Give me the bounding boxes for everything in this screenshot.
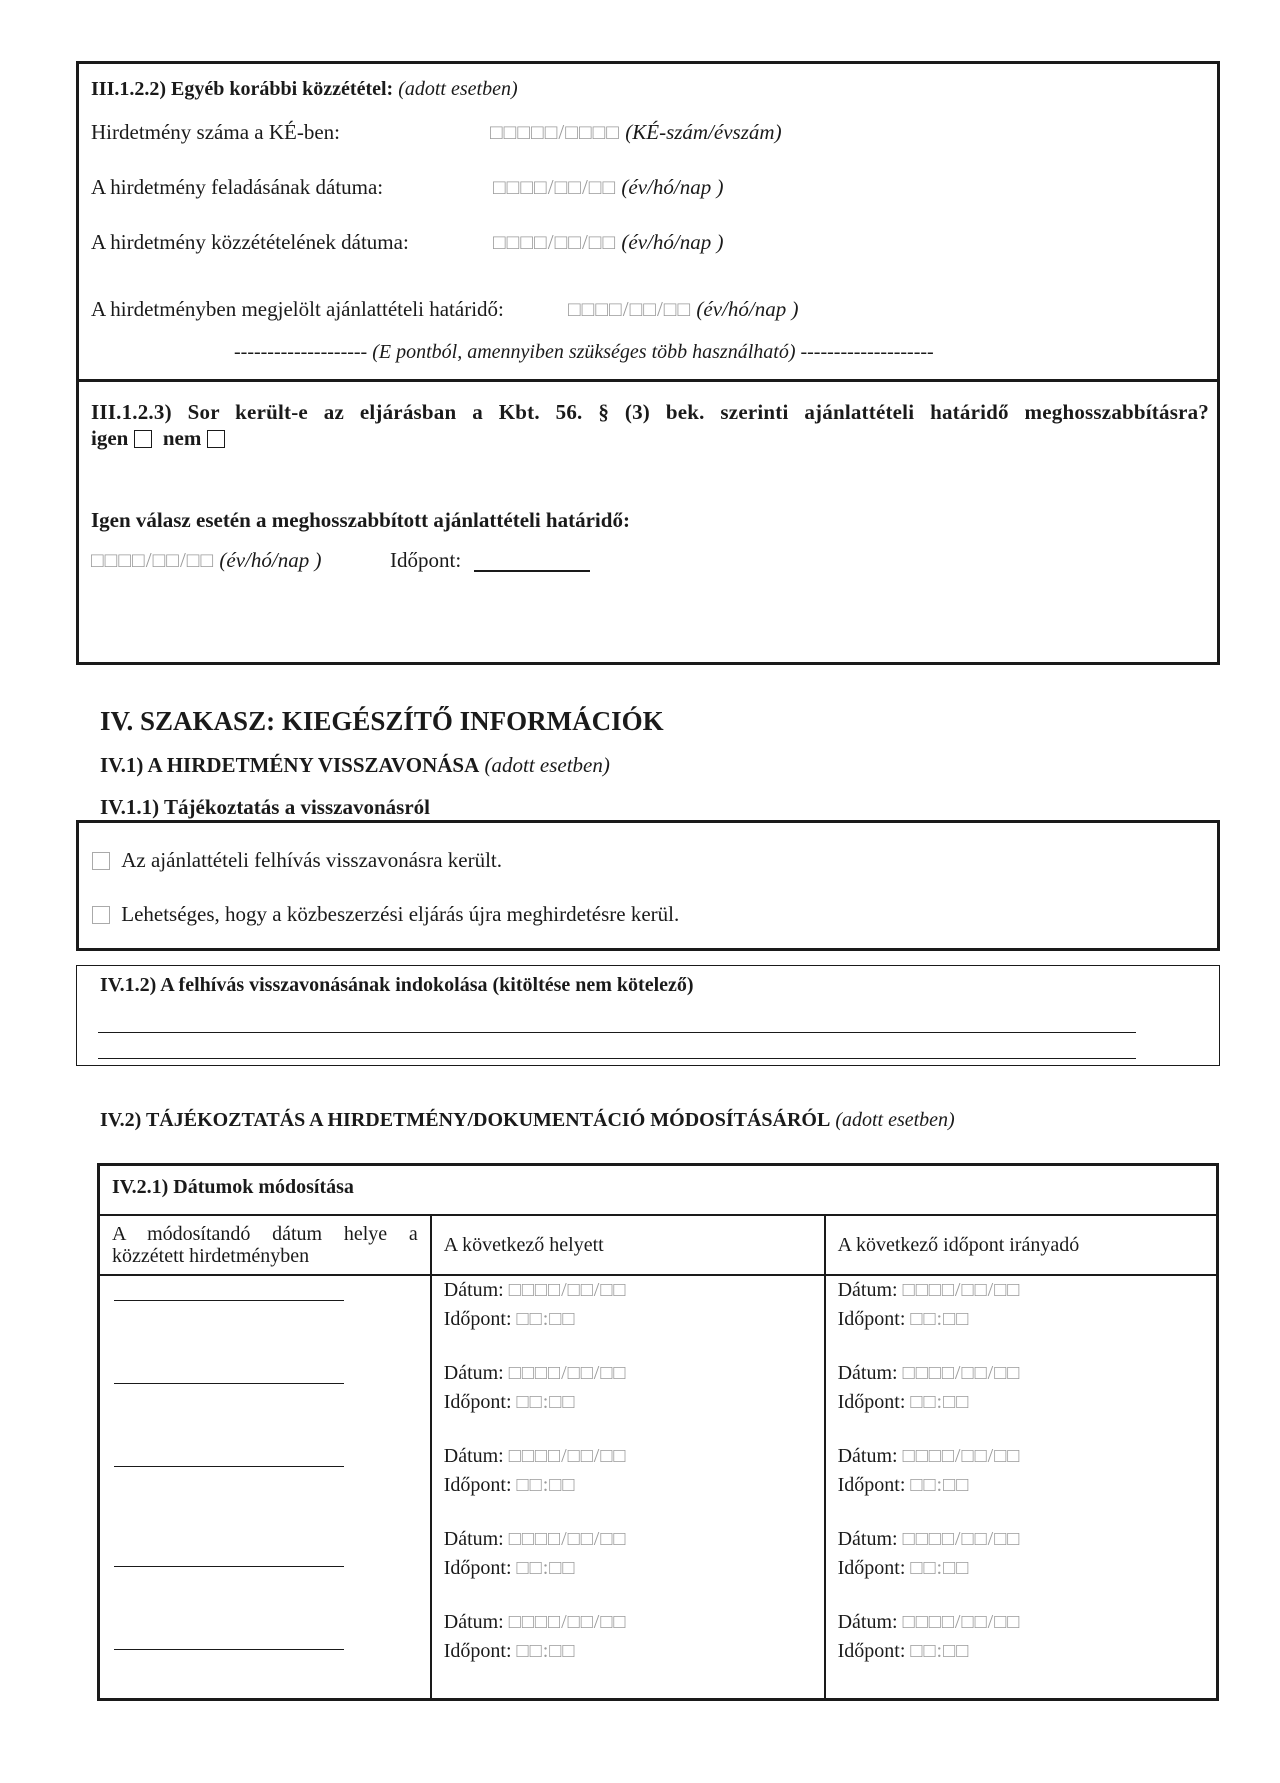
no-checkbox[interactable] bbox=[207, 430, 225, 448]
time-value: □□:□□ bbox=[910, 1391, 970, 1413]
iv1-title-note: (adott esetben) bbox=[484, 753, 610, 777]
extended-time-label: Időpont: bbox=[390, 548, 462, 572]
instead-of-column bbox=[431, 1275, 825, 1700]
col-header-place-line1: A módosítandó dátum helye a bbox=[112, 1223, 418, 1245]
place-input-2[interactable] bbox=[114, 1383, 344, 1384]
withdrawal-option-2[interactable] bbox=[92, 902, 679, 927]
date-label: Dátum: bbox=[443, 1528, 504, 1550]
tender-deadline-label: A hirdetményben megjelölt ajánlattételi határidő: bbox=[91, 297, 504, 321]
withdrawal-checkbox-2[interactable] bbox=[92, 906, 110, 924]
place-input-1[interactable] bbox=[114, 1300, 344, 1301]
date-value: □□□□/□□/□□ bbox=[902, 1362, 1021, 1384]
date-label: Dátum: bbox=[837, 1611, 898, 1633]
notice-number-field[interactable] bbox=[490, 120, 782, 145]
place-input-3[interactable] bbox=[114, 1466, 344, 1467]
date-label: Dátum: bbox=[837, 1528, 898, 1550]
col-header-place-line2: közzétett hirdetményben bbox=[112, 1245, 310, 1267]
time-value: □□:□□ bbox=[910, 1557, 970, 1579]
withdrawal-option-2-label: Lehetséges, hogy a közbeszerzési eljárás újra meghirdetésre kerül. bbox=[121, 902, 680, 926]
dashes-right: -------------------- bbox=[800, 341, 934, 363]
iv2-title-note: (adott esetben) bbox=[835, 1109, 955, 1131]
date-value: □□□□/□□/□□ bbox=[902, 1611, 1021, 1633]
extended-time-input[interactable] bbox=[474, 570, 590, 572]
section-IV-1-title bbox=[100, 753, 610, 778]
dispatch-date-field[interactable] bbox=[493, 175, 723, 200]
dashes-left: -------------------- bbox=[234, 341, 368, 363]
dispatch-date-value: □□□□/□□/□□ bbox=[493, 175, 617, 199]
section-III-1-2-2-box bbox=[76, 61, 1220, 382]
new-date-entry[interactable] bbox=[838, 1442, 1204, 1525]
date-label: Dátum: bbox=[443, 1279, 504, 1301]
notice-number-label: Hirdetmény száma a KÉ-ben: bbox=[91, 120, 340, 144]
publication-date-field[interactable] bbox=[493, 230, 723, 255]
time-value: □□:□□ bbox=[516, 1474, 576, 1496]
time-label: Időpont: bbox=[443, 1391, 512, 1413]
time-label: Időpont: bbox=[837, 1474, 906, 1496]
time-value: □□:□□ bbox=[516, 1308, 576, 1330]
time-value: □□:□□ bbox=[910, 1474, 970, 1496]
dates-modification-table bbox=[97, 1163, 1219, 1701]
time-label: Időpont: bbox=[443, 1557, 512, 1579]
extended-deadline-value: □□□□/□□/□□ bbox=[91, 548, 215, 572]
date-value: □□□□/□□/□□ bbox=[902, 1528, 1021, 1550]
section-title-note: (adott esetben) bbox=[398, 78, 518, 100]
time-label: Időpont: bbox=[443, 1474, 512, 1496]
time-value: □□:□□ bbox=[516, 1391, 576, 1413]
applicable-column bbox=[825, 1275, 1218, 1700]
date-value: □□□□/□□/□□ bbox=[508, 1611, 627, 1633]
section-IV-2-title bbox=[100, 1109, 955, 1132]
iv1-title-text: IV.1) A HIRDETMÉNY VISSZAVONÁSA bbox=[100, 753, 480, 777]
date-label: Dátum: bbox=[837, 1362, 898, 1384]
section-IV-heading: IV. SZAKASZ: KIEGÉSZÍTŐ INFORMÁCIÓK bbox=[100, 706, 664, 736]
tender-deadline-note: (év/hó/nap ) bbox=[696, 297, 799, 321]
place-column bbox=[99, 1275, 431, 1700]
date-label: Dátum: bbox=[443, 1611, 504, 1633]
withdrawal-checkbox-1[interactable] bbox=[92, 852, 110, 870]
dispatch-date-note: (év/hó/nap ) bbox=[621, 175, 724, 199]
notice-number-note: (KÉ-szám/évszám) bbox=[625, 120, 782, 144]
withdrawal-reason-line-1[interactable] bbox=[98, 1032, 1136, 1033]
date-value: □□□□/□□/□□ bbox=[508, 1362, 627, 1384]
publication-date-note: (év/hó/nap ) bbox=[621, 230, 724, 254]
time-value: □□:□□ bbox=[516, 1640, 576, 1662]
old-date-entry[interactable] bbox=[444, 1359, 812, 1442]
date-value: □□□□/□□/□□ bbox=[902, 1445, 1021, 1467]
repeatable-note-text: (E pontból, amennyiben szükséges több használható) bbox=[372, 341, 796, 363]
time-value: □□:□□ bbox=[910, 1308, 970, 1330]
tender-deadline-value: □□□□/□□/□□ bbox=[568, 297, 692, 321]
withdrawal-option-1[interactable] bbox=[92, 848, 502, 873]
publication-date-label: A hirdetmény közzétételének dátuma: bbox=[91, 230, 409, 254]
extended-deadline-field[interactable] bbox=[91, 548, 321, 573]
date-label: Dátum: bbox=[837, 1279, 898, 1301]
date-label: Dátum: bbox=[443, 1445, 504, 1467]
old-date-entry[interactable] bbox=[444, 1525, 812, 1608]
repeatable-note bbox=[234, 341, 934, 364]
col-header-place bbox=[99, 1215, 431, 1275]
new-date-entry[interactable] bbox=[838, 1276, 1204, 1359]
time-label: Időpont: bbox=[837, 1391, 906, 1413]
col-header-applicable: A következő időpont irányadó bbox=[825, 1215, 1218, 1275]
old-date-entry[interactable] bbox=[444, 1276, 812, 1359]
old-date-entry[interactable] bbox=[444, 1608, 812, 1691]
date-value: □□□□/□□/□□ bbox=[508, 1528, 627, 1550]
iv2-title-text: IV.2) TÁJÉKOZTATÁS A HIRDETMÉNY/DOKUMENTÁCIÓ MÓDOSÍTÁSÁRÓL bbox=[100, 1109, 831, 1131]
notice-number-value: □□□□□/□□□□ bbox=[490, 120, 620, 144]
time-label: Időpont: bbox=[837, 1557, 906, 1579]
time-label: Időpont: bbox=[837, 1308, 906, 1330]
time-label: Időpont: bbox=[443, 1308, 512, 1330]
old-date-entry[interactable] bbox=[444, 1442, 812, 1525]
time-value: □□:□□ bbox=[910, 1640, 970, 1662]
place-input-4[interactable] bbox=[114, 1566, 344, 1567]
date-label: Dátum: bbox=[837, 1445, 898, 1467]
time-label: Időpont: bbox=[443, 1640, 512, 1662]
new-date-entry[interactable] bbox=[838, 1608, 1204, 1691]
time-label: Időpont: bbox=[837, 1640, 906, 1662]
withdrawal-option-1-label: Az ajánlattételi felhívás visszavonásra került. bbox=[121, 848, 503, 872]
yes-label: igen bbox=[91, 426, 129, 450]
section-III-1-2-2-title bbox=[91, 78, 518, 101]
date-value: □□□□/□□/□□ bbox=[508, 1279, 627, 1301]
date-label: Dátum: bbox=[443, 1362, 504, 1384]
no-label: nem bbox=[162, 426, 202, 450]
col-header-instead-of: A következő helyett bbox=[431, 1215, 825, 1275]
extension-answer-row bbox=[91, 426, 225, 451]
extended-deadline-label: Igen válasz esetén a meghosszabbított ajánlattételi határidő: bbox=[91, 508, 630, 532]
date-value: □□□□/□□/□□ bbox=[902, 1279, 1021, 1301]
dispatch-date-label: A hirdetmény feladásának dátuma: bbox=[91, 175, 384, 199]
section-IV-1-1-title: IV.1.1) Tájékoztatás a visszavonásról bbox=[100, 795, 430, 819]
new-date-entry[interactable] bbox=[838, 1525, 1204, 1608]
tender-deadline-field[interactable] bbox=[568, 297, 798, 322]
place-input-5[interactable] bbox=[114, 1649, 344, 1650]
dates-table-title: IV.2.1) Dátumok módosítása bbox=[99, 1165, 1218, 1216]
withdrawal-options-box bbox=[76, 820, 1220, 951]
date-value: □□□□/□□/□□ bbox=[508, 1445, 627, 1467]
extended-deadline-note: (év/hó/nap ) bbox=[219, 548, 322, 572]
new-date-entry[interactable] bbox=[838, 1359, 1204, 1442]
time-value: □□:□□ bbox=[516, 1557, 576, 1579]
section-title-text: III.1.2.2) Egyéb korábbi közzététel: bbox=[91, 78, 394, 100]
yes-checkbox[interactable] bbox=[134, 430, 152, 448]
extension-question: III.1.2.3) Sor került-e az eljárásban a Kbt. 56. § (3) bek. szerinti ajánlattételi határidő meghosszabbításra? bbox=[91, 400, 1209, 424]
withdrawal-reason-title: IV.1.2) A felhívás visszavonásának indokolása (kitöltése nem kötelező) bbox=[100, 974, 694, 996]
withdrawal-reason-line-2[interactable] bbox=[98, 1058, 1136, 1059]
publication-date-value: □□□□/□□/□□ bbox=[493, 230, 617, 254]
